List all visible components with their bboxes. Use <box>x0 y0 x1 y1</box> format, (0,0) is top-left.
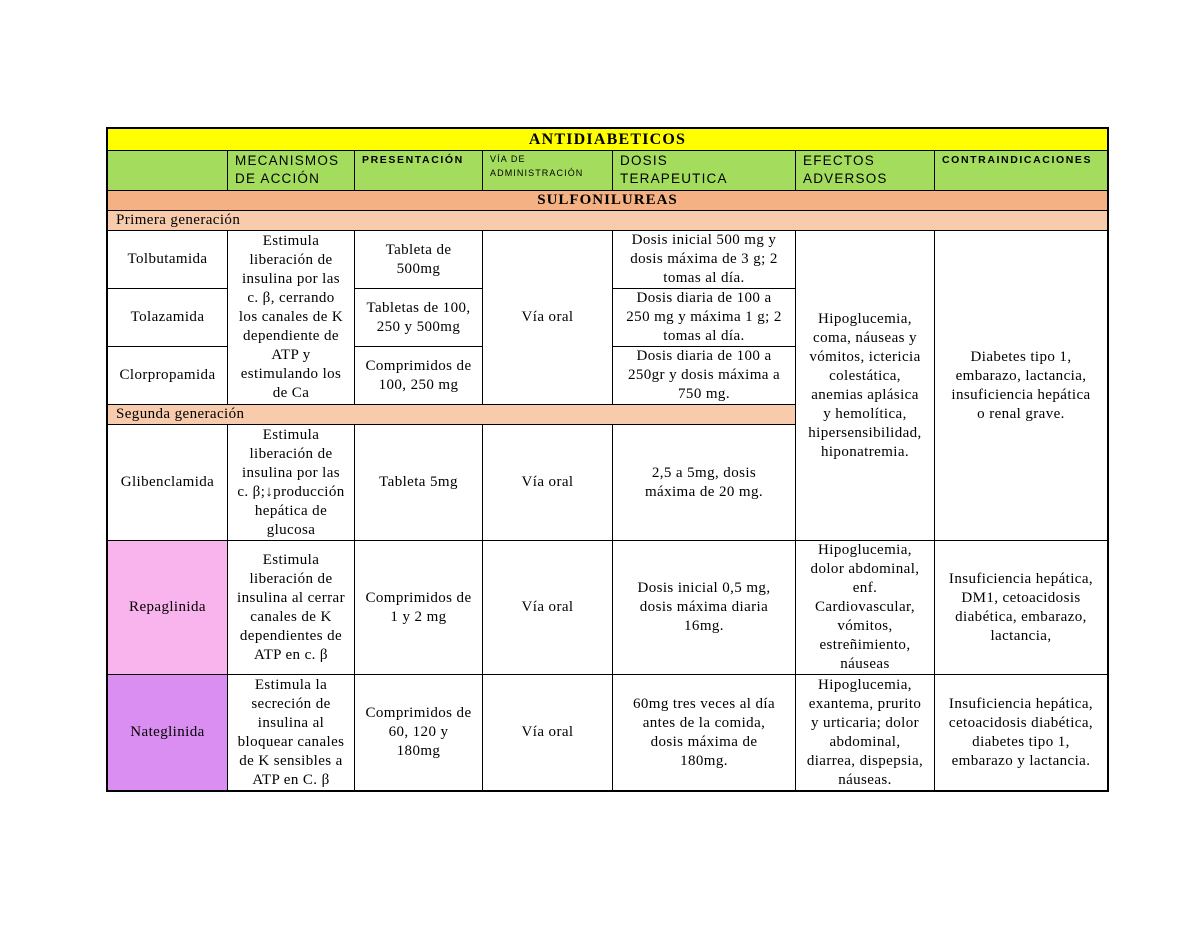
adverse-effects-cell-repaglinida: Hipoglucemia, dolor abdominal, enf. Cardiovascular, vómitos, estreñimiento, náuseas <box>796 541 935 675</box>
drug-name-repaglinida: Repaglinida <box>108 541 228 675</box>
presentation-cell-tolbutamida: Tableta de 500mg <box>355 231 483 289</box>
header-dose: DOSIS TERAPEUTICA <box>613 151 796 191</box>
drug-name-tolbutamida: Tolbutamida <box>108 231 228 289</box>
header-blank-cell <box>108 151 228 191</box>
dose-cell-glibenclamida: 2,5 a 5mg, dosis máxima de 20 mg. <box>613 425 796 541</box>
route-cell-glibenclamida: Vía oral <box>483 425 613 541</box>
antidiabetics-table <box>106 127 1109 792</box>
presentation-cell-clorpropamida: Comprimidos de 100, 250 mg <box>355 347 483 405</box>
subsection-first-generation: Primera generación <box>108 211 1108 231</box>
presentation-cell-repaglinida: Comprimidos de 1 y 2 mg <box>355 541 483 675</box>
presentation-cell-nateglinida: Comprimidos de 60, 120 y 180mg <box>355 675 483 791</box>
route-cell-first-generation: Vía oral <box>483 231 613 405</box>
adverse-effects-cell-sulfonilureas: Hipoglucemia, coma, náuseas y vómitos, ictericia colestática, anemias aplásica y hemolítica, hipersensibilidad, hiponatremia. <box>796 231 935 541</box>
table-title: ANTIDIABETICOS <box>108 129 1108 151</box>
section-sulfonilureas: SULFONILUREAS <box>108 191 1108 211</box>
mechanism-cell-repaglinida: Estimula liberación de insulina al cerrar canales de K dependientes de ATP en c. β <box>228 541 355 675</box>
dose-cell-repaglinida: Dosis inicial 0,5 mg, dosis máxima diaria 16mg. <box>613 541 796 675</box>
drug-name-nateglinida: Nateglinida <box>108 675 228 791</box>
dose-cell-tolbutamida: Dosis inicial 500 mg y dosis máxima de 3 g; 2 tomas al día. <box>613 231 796 289</box>
contraindications-cell-repaglinida: Insuficiencia hepática, DM1, cetoacidosis diabética, embarazo, lactancia, <box>935 541 1108 675</box>
mechanism-cell-first-generation: Estimula liberación de insulina por las c. β, cerrando los canales de K dependiente de ATP y estimulando los de Ca <box>228 231 355 405</box>
drug-name-glibenclamida: Glibenclamida <box>108 425 228 541</box>
dose-cell-tolazamida: Dosis diaria de 100 a 250 mg y máxima 1 g; 2 tomas al día. <box>613 289 796 347</box>
header-route: VÍA DE ADMINISTRACIÓN <box>483 151 613 191</box>
contraindications-cell-nateglinida: Insuficiencia hepática, cetoacidosis diabética, diabetes tipo 1, embarazo y lactancia. <box>935 675 1108 791</box>
mechanism-cell-nateglinida: Estimula la secreción de insulina al bloquear canales de K sensibles a ATP en C. β <box>228 675 355 791</box>
route-cell-nateglinida: Vía oral <box>483 675 613 791</box>
mechanism-cell-glibenclamida: Estimula liberación de insulina por las c. β;↓producción hepática de glucosa <box>228 425 355 541</box>
presentation-cell-glibenclamida: Tableta 5mg <box>355 425 483 541</box>
header-mechanism: MECANISMOS DE ACCIÓN <box>228 151 355 191</box>
contraindications-cell-sulfonilureas: Diabetes tipo 1, embarazo, lactancia, insuficiencia hepática o renal grave. <box>935 231 1108 541</box>
dose-cell-nateglinida: 60mg tres veces al día antes de la comida, dosis máxima de 180mg. <box>613 675 796 791</box>
adverse-effects-cell-nateglinida: Hipoglucemia, exantema, prurito y urticaria; dolor abdominal, diarrea, dispepsia, náuseas. <box>796 675 935 791</box>
presentation-cell-tolazamida: Tabletas de 100, 250 y 500mg <box>355 289 483 347</box>
header-adverse-effects: EFECTOS ADVERSOS <box>796 151 935 191</box>
drug-name-tolazamida: Tolazamida <box>108 289 228 347</box>
header-contraindications: CONTRAINDICACIONES <box>935 151 1108 191</box>
subsection-second-generation: Segunda generación <box>108 405 796 425</box>
drug-name-clorpropamida: Clorpropamida <box>108 347 228 405</box>
header-presentation: PRESENTACIÓN <box>355 151 483 191</box>
route-cell-repaglinida: Vía oral <box>483 541 613 675</box>
dose-cell-clorpropamida: Dosis diaria de 100 a 250gr y dosis máxima a 750 mg. <box>613 347 796 405</box>
